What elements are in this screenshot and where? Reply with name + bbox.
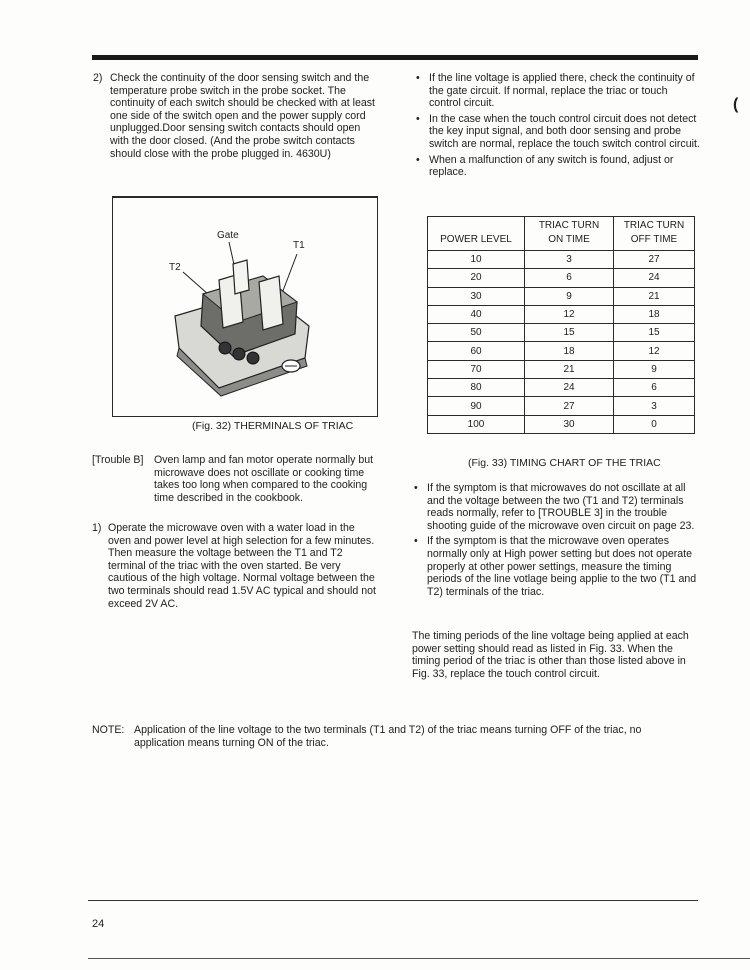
bullet-icon: • [414, 482, 418, 494]
bottom-rule [88, 900, 698, 901]
table-row [428, 415, 695, 433]
item-1-text: Operate the microwave oven with a water load in the oven and power level at high selection for a few minutes. Then measure the voltage between the T1 and T2 terminal of the triac with the oven started. Be very cautious of the high voltage. Normal voltage between the two terminals should read 1.5V AC typical and should not exceed 2V AC. [108, 522, 376, 610]
figure-32-caption: (Fig. 32) THERMINALS OF TRIAC [192, 420, 354, 432]
bullet-text: In the case when the touch control circuit does not detect the key input signal, and both door sensing and probe switch are normal, replace the touch switch control circuit. [429, 112, 700, 150]
table-row [428, 360, 695, 378]
item-2-marker: 2) [93, 72, 103, 84]
page-number: 24 [92, 918, 105, 930]
timing-paragraph [412, 630, 702, 680]
bullet-item [414, 482, 702, 532]
table-cell: 12 [525, 305, 614, 323]
label-t2: T2 [169, 262, 181, 273]
bullets-top [416, 72, 702, 179]
top-rule [92, 55, 698, 60]
bullet-item [414, 535, 702, 598]
table-cell: 50 [428, 324, 525, 342]
table-cell: 100 [428, 415, 525, 433]
table-cell: 3 [525, 251, 614, 269]
table-cell: 21 [525, 360, 614, 378]
table-cell: 6 [614, 379, 695, 397]
header-power-level: POWER LEVEL [428, 217, 525, 251]
bullet-text: If the line voltage is applied there, check the continuity of the gate circuit. If normal, replace the triac or touch control circuit. [429, 72, 695, 110]
item-1 [92, 522, 378, 610]
trouble-b-marker: [Trouble B] [92, 454, 144, 466]
triac-illustration [113, 198, 377, 416]
header-off-time: TRIAC TURN OFF TIME [614, 217, 695, 251]
table-cell: 9 [614, 360, 695, 378]
table-cell: 20 [428, 269, 525, 287]
table-cell: 27 [614, 251, 695, 269]
table-cell: 3 [614, 397, 695, 415]
bullet-item [416, 72, 702, 110]
table-row [428, 251, 695, 269]
table-cell: 24 [614, 269, 695, 287]
table-cell: 90 [428, 397, 525, 415]
table-cell: 18 [525, 342, 614, 360]
table-cell: 15 [525, 324, 614, 342]
header-on-time: TRIAC TURN ON TIME [525, 217, 614, 251]
table-cell: 24 [525, 379, 614, 397]
item-2-text: Check the continuity of the door sensing switch and the temperature probe switch in the probe socket. The continuity of each switch should be checked with at least one side of the switch open and the power supply cord unplugged.Door sensing switch contacts should open with the door closed. (And the probe switch contacts should close with the probe plugged in. 4630U) [110, 72, 375, 160]
table-cell: 6 [525, 269, 614, 287]
table-cell: 70 [428, 360, 525, 378]
table-cell: 18 [614, 305, 695, 323]
timing-table [427, 216, 695, 434]
table-cell: 21 [614, 287, 695, 305]
table-cell: 15 [614, 324, 695, 342]
table-cell: 10 [428, 251, 525, 269]
table-cell: 60 [428, 342, 525, 360]
table-cell: 40 [428, 305, 525, 323]
note-text: Application of the line voltage to the two terminals (T1 and T2) of the triac means turning OFF of the triac, no application means turning ON of the triac. [134, 724, 642, 749]
bullet-icon: • [416, 72, 420, 84]
table-cell: 0 [614, 415, 695, 433]
bullet-icon: • [416, 153, 420, 166]
bullet-text: If the symptom is that microwaves do not oscillate at all and the voltage between the two (T1 and T2) terminals reads normally, refer to [TROUBLE 3] in the trouble shooting guide of the microwave oven circuit on page 23. [427, 482, 695, 532]
table-cell: 12 [614, 342, 695, 360]
table-row [428, 287, 695, 305]
note-label: NOTE: [92, 724, 125, 736]
figure-32-box [112, 196, 378, 417]
bullets-bottom [414, 482, 702, 598]
table-row [428, 397, 695, 415]
table-cell: 80 [428, 379, 525, 397]
note [92, 724, 692, 750]
table-header-row [428, 217, 695, 251]
bullet-icon: • [414, 535, 418, 548]
table-row [428, 324, 695, 342]
bullet-text: When a malfunction of any switch is found, adjust or replace. [429, 153, 674, 179]
footer-rule [88, 958, 750, 959]
bullet-icon: • [416, 112, 420, 125]
label-gate: Gate [217, 230, 239, 241]
trouble-b [92, 454, 378, 504]
bullet-text: If the symptom is that the microwave oven operates normally only at High power setting but does not operate properly at other power settings, measure the timing periods of the line votlage being applie to the two (T1 and T2) terminals of the triac. [427, 535, 697, 598]
bullet-item [416, 154, 702, 179]
figure-33-caption: (Fig. 33) TIMING CHART OF THE TRIAC [468, 457, 661, 469]
item-1-marker: 1) [92, 522, 102, 534]
trouble-b-text: Oven lamp and fan motor operate normally but microwave does not oscillate or cooking time takes too long when compared to the cooking time described in the cookbook. [154, 454, 374, 504]
table-row [428, 305, 695, 323]
table-row [428, 379, 695, 397]
table-cell: 27 [525, 397, 614, 415]
table-cell: 9 [525, 287, 614, 305]
margin-mark: ( [733, 96, 739, 113]
table-cell: 30 [428, 287, 525, 305]
label-t1: T1 [293, 240, 305, 251]
table-row [428, 342, 695, 360]
item-2 [93, 72, 378, 160]
timing-paragraph-text: The timing periods of the line voltage being applied at each power setting should read as listed in Fig. 33. When the timing period of the triac is other than those listed above in Fig. 33, replace the touch control circuit. [412, 630, 689, 680]
table-cell: 30 [525, 415, 614, 433]
bullet-item [416, 113, 702, 151]
table-row [428, 269, 695, 287]
